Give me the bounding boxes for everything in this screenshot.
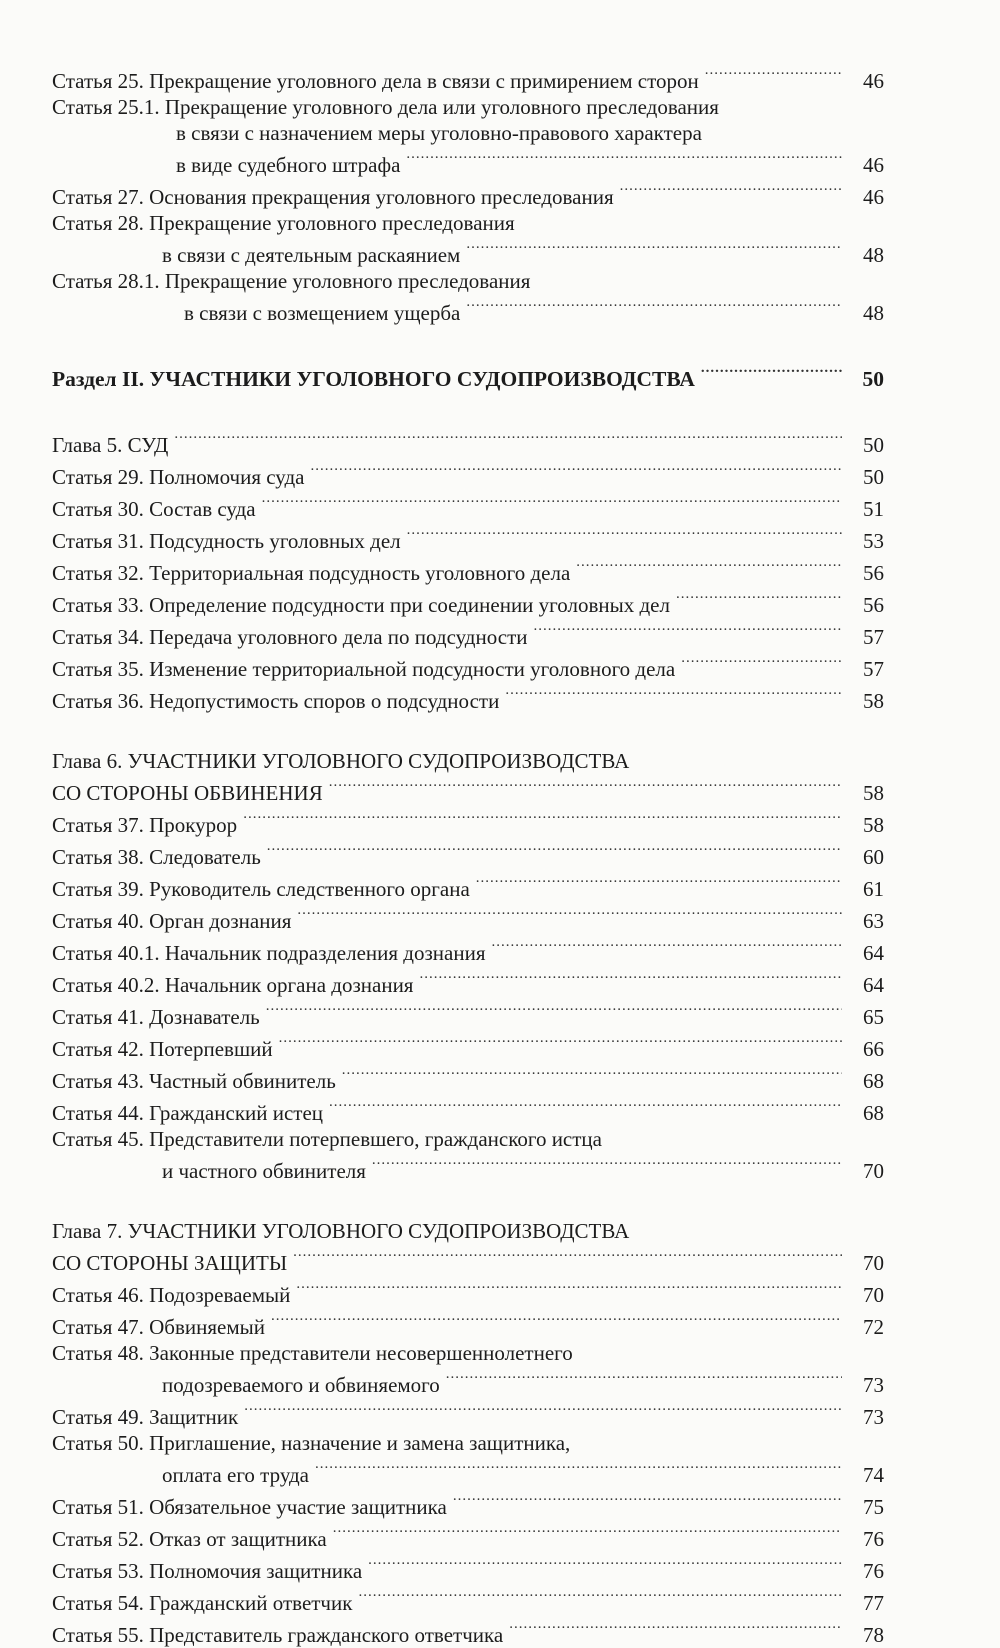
toc-entry-37: Статья 37. Прокурор ..... 58: [52, 806, 884, 838]
toc-entry-32: Статья 32. Территориальная подсудность уголовного дела ..... 56: [52, 554, 884, 586]
toc-entry-46: Статья 46. Подозреваемый ..... 70: [52, 1276, 884, 1308]
toc-entry-30: Статья 30. Состав суда ..... 51: [52, 490, 884, 522]
toc-entry-40-1: Статья 40.1. Начальник подразделения дознания ..... 64: [52, 934, 884, 966]
toc-entry-45-line1: Статья 45. Представители потерпевшего, гражданского истца: [52, 1127, 602, 1151]
toc-entry-25-1-line1: Статья 25.1. Прекращение уголовного дела или уголовного преследования: [52, 95, 719, 119]
toc-entry-25-1-line3: в виде судебного штрафа ..... 46: [52, 146, 884, 178]
toc-entry-55: Статья 55. Представитель гражданского ответчика ..... 78: [52, 1616, 884, 1648]
page-number: 51: [863, 497, 884, 521]
page-number: 68: [863, 1069, 884, 1093]
page-number: 73: [863, 1405, 884, 1429]
toc-entry-34: Статья 34. Передача уголовного дела по подсудности ..... 57: [52, 618, 884, 650]
page-number: 46: [863, 69, 884, 93]
toc-entry-25: Статья 25. Прекращение уголовного дела в связи с примирением сторон ..... 46: [52, 62, 884, 94]
page-number: 58: [863, 813, 884, 837]
page-number: 64: [863, 973, 884, 997]
toc-entry-43: Статья 43. Частный обвинитель ..... 68: [52, 1062, 884, 1094]
toc-entry-44: Статья 44. Гражданский истец ..... 68: [52, 1094, 884, 1126]
page-number: 58: [863, 781, 884, 805]
page-number: 48: [863, 301, 884, 325]
toc-chapter-7-line2: СО СТОРОНЫ ЗАЩИТЫ ..... 70: [52, 1244, 884, 1276]
page-number: 60: [863, 845, 884, 869]
toc-entry-51: Статья 51. Обязательное участие защитника ..... 75: [52, 1488, 884, 1520]
toc-entry-41: Статья 41. Дознаватель ..... 65: [52, 998, 884, 1030]
page-number: 68: [863, 1101, 884, 1125]
page-number: 50: [862, 367, 884, 391]
toc-entry-31: Статья 31. Подсудность уголовных дел ..... 53: [52, 522, 884, 554]
toc-chapter-7-line1: Глава 7. УЧАСТНИКИ УГОЛОВНОГО СУДОПРОИЗВОДСТВА: [52, 1219, 630, 1243]
toc-entry-40-2: Статья 40.2. Начальник органа дознания ..... 64: [52, 966, 884, 998]
toc-entry-36: Статья 36. Недопустимость споров о подсудности ..... 58: [52, 682, 884, 714]
toc-entry-50-line2: оплата его труда ..... 74: [52, 1456, 884, 1488]
toc-chapter-5: Глава 5. СУД ..... 50: [52, 426, 884, 458]
toc-entry-28-1-line1: Статья 28.1. Прекращение уголовного преследования: [52, 269, 531, 293]
page-number: 61: [863, 877, 884, 901]
toc-entry-47: Статья 47. Обвиняемый ..... 72: [52, 1308, 884, 1340]
toc-entry-40: Статья 40. Орган дознания ..... 63: [52, 902, 884, 934]
page-number: 63: [863, 909, 884, 933]
page-number: 76: [863, 1527, 884, 1551]
toc-chapter-6-line1: Глава 6. УЧАСТНИКИ УГОЛОВНОГО СУДОПРОИЗВОДСТВА: [52, 749, 630, 773]
page-number: 75: [863, 1495, 884, 1519]
toc-entry-48-line2: подозреваемого и обвиняемого ..... 73: [52, 1366, 884, 1398]
toc-entry-27: Статья 27. Основания прекращения уголовного преследования ..... 46: [52, 178, 884, 210]
page-number: 78: [863, 1623, 884, 1647]
toc-chapter-6-line2: СО СТОРОНЫ ОБВИНЕНИЯ ..... 58: [52, 774, 884, 806]
toc-entry-52: Статья 52. Отказ от защитника ..... 76: [52, 1520, 884, 1552]
page-number: 58: [863, 689, 884, 713]
page-number: 48: [863, 243, 884, 267]
toc-entry-28-line1: Статья 28. Прекращение уголовного преследования: [52, 211, 515, 235]
page-number: 50: [863, 465, 884, 489]
page-number: 46: [863, 153, 884, 177]
page-number: 70: [863, 1159, 884, 1183]
page-number: 73: [863, 1373, 884, 1397]
page-number: 57: [863, 657, 884, 681]
toc-entry-33: Статья 33. Определение подсудности при соединении уголовных дел ..... 56: [52, 586, 884, 618]
toc-entry-28-line2: в связи с деятельным раскаянием ..... 48: [52, 236, 884, 268]
toc-entry-38: Статья 38. Следователь ..... 60: [52, 838, 884, 870]
toc-section-2: Раздел II. УЧАСТНИКИ УГОЛОВНОГО СУДОПРОИЗВОДСТВА ..... 50: [52, 360, 884, 392]
page-number: 66: [863, 1037, 884, 1061]
page-number: 65: [863, 1005, 884, 1029]
page-number: 76: [863, 1559, 884, 1583]
page-number: 53: [863, 529, 884, 553]
page-number: 77: [863, 1591, 884, 1615]
page-number: 72: [863, 1315, 884, 1339]
page-number: 50: [863, 433, 884, 457]
page-number: 74: [863, 1463, 884, 1487]
page-number: 57: [863, 625, 884, 649]
toc-entry-28-1-line2: в связи с возмещением ущерба ..... 48: [52, 294, 884, 326]
toc-entry-49: Статья 49. Защитник ..... 73: [52, 1398, 884, 1430]
page-number: 70: [863, 1283, 884, 1307]
toc-entry-45-line2: и частного обвинителя ..... 70: [52, 1152, 884, 1184]
toc-entry-39: Статья 39. Руководитель следственного органа ..... 61: [52, 870, 884, 902]
toc-entry-48-line1: Статья 48. Законные представители несовершеннолетнего: [52, 1341, 573, 1365]
toc-entry-29: Статья 29. Полномочия суда ..... 50: [52, 458, 884, 490]
page-number: 70: [863, 1251, 884, 1275]
page-number: 56: [863, 593, 884, 617]
page-number: 64: [863, 941, 884, 965]
page-number: 46: [863, 185, 884, 209]
toc-entry-53: Статья 53. Полномочия защитника ..... 76: [52, 1552, 884, 1584]
toc-entry-25-1-line2: в связи с назначением меры уголовно-правового характера: [176, 121, 702, 145]
toc-entry-35: Статья 35. Изменение территориальной подсудности уголовного дела ..... 57: [52, 650, 884, 682]
page-number: 56: [863, 561, 884, 585]
toc-entry-54: Статья 54. Гражданский ответчик ..... 77: [52, 1584, 884, 1616]
toc-entry-50-line1: Статья 50. Приглашение, назначение и замена защитника,: [52, 1431, 571, 1455]
toc-entry-42: Статья 42. Потерпевший ..... 66: [52, 1030, 884, 1062]
